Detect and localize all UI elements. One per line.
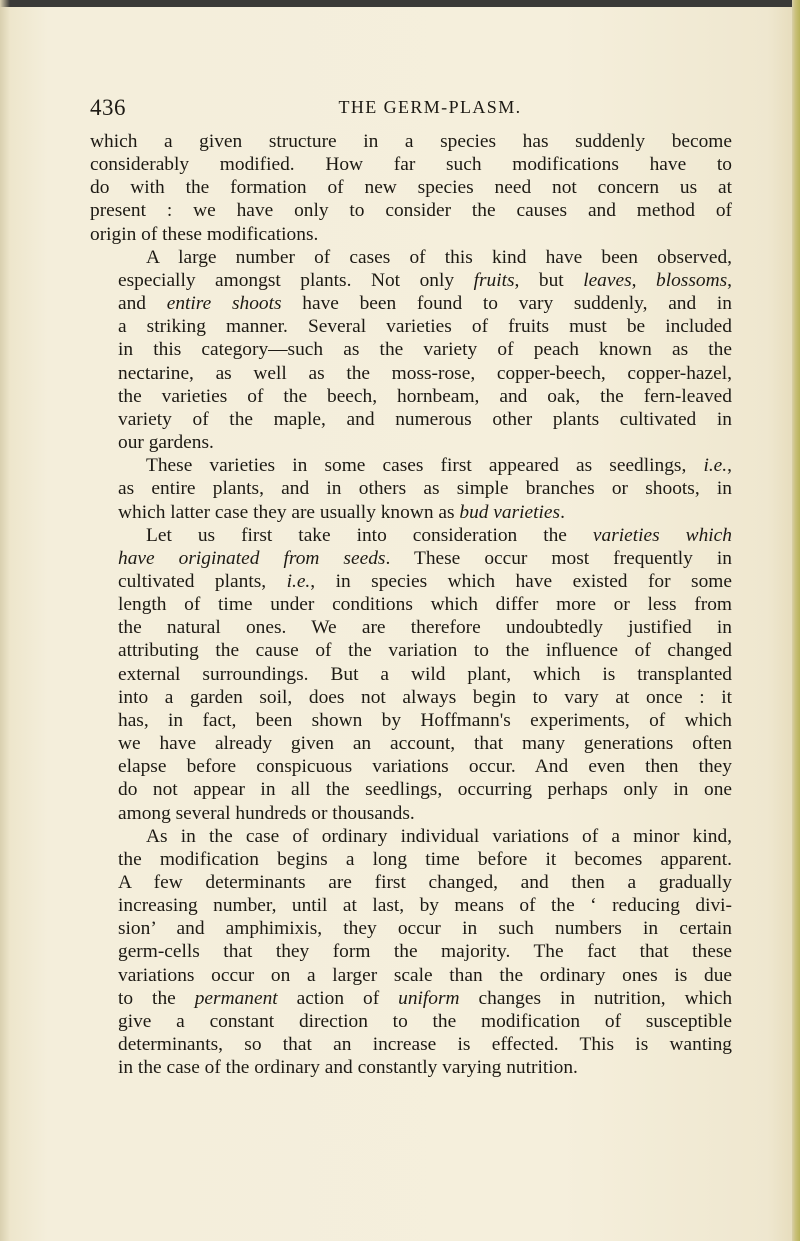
paragraph: [90, 825, 732, 1080]
text-line: variations occur on a larger scale than the ordinary ones is due: [118, 964, 732, 986]
page-header: [90, 95, 730, 127]
text-line: A large number of cases of this kind have been observed,: [146, 246, 732, 268]
text-line: elapse before conspicuous variations occur. And even then they: [118, 756, 732, 778]
text-line: attributing the cause of the variation to the influence of changed: [118, 640, 732, 662]
text-line: Let us first take into consideration the varieties which: [146, 524, 732, 546]
text-line: do with the formation of new species need not concern us at: [90, 177, 732, 199]
text-line: germ-cells that they form the majority. The fact that these: [118, 941, 732, 963]
text-line: into a garden soil, does not always begin to vary at once : it: [118, 686, 732, 708]
text-line: do not appear in all the seedlings, occurring perhaps only in one: [118, 779, 732, 801]
text-line: the natural ones. We are therefore undoubtedly justified in: [118, 617, 732, 639]
body-text: [90, 130, 732, 1079]
text-line: our gardens.: [118, 432, 214, 454]
text-line: external surroundings. But a wild plant, which is transplanted: [118, 663, 732, 685]
paragraph: [90, 246, 732, 454]
page-top-edge: [0, 0, 800, 7]
text-line: present : we have only to consider the causes and method of: [90, 200, 732, 222]
text-line: As in the case of ordinary individual variations of a minor kind,: [146, 825, 732, 847]
text-line: a striking manner. Several varieties of fruits must be included: [118, 316, 732, 338]
text-line: variety of the maple, and numerous other plants cultivated in: [118, 408, 732, 430]
text-line: which latter case they are usually known as bud varieties.: [118, 501, 565, 523]
text-line: have originated from seeds. These occur most frequently in: [118, 547, 732, 569]
text-line: nectarine, as well as the moss-rose, copper-beech, copper-hazel,: [118, 362, 732, 384]
text-line: the modification begins a long time before it becomes apparent.: [118, 848, 732, 870]
paragraph: [90, 130, 732, 246]
text-line: origin of these modifications.: [90, 223, 319, 245]
text-line: give a constant direction to the modification of susceptible: [118, 1010, 732, 1032]
page-number: 436: [90, 95, 126, 120]
text-line: These varieties in some cases first appeared as seedlings, i.e.,: [146, 455, 732, 477]
text-line: cultivated plants, i.e., in species which have existed for some: [118, 570, 732, 592]
text-line: to the permanent action of uniform changes in nutrition, which: [118, 987, 733, 1009]
running-head: THE GERM-PLASM.: [338, 97, 522, 117]
paragraph: [90, 454, 732, 523]
text-line: A few determinants are first changed, and then a gradually: [118, 872, 732, 893]
text-line: the varieties of the beech, hornbeam, and oak, the fern-leaved: [118, 385, 732, 407]
text-line: as entire plants, and in others as simple branches or shoots, in: [118, 478, 732, 500]
text-line: we have already given an account, that many generations often: [118, 733, 732, 755]
text-line: and entire shoots have been found to vary suddenly, and in: [118, 293, 732, 315]
text-line: considerably modified. How far such modifications have to: [90, 154, 732, 176]
text-line: length of time under conditions which differ more or less from: [118, 594, 732, 616]
text-line: in the case of the ordinary and constantly varying nutrition.: [118, 1057, 578, 1079]
text-line: which a given structure in a species has suddenly become: [90, 131, 732, 152]
text-line: in this category—such as the variety of peach known as the: [118, 339, 732, 361]
page-left-edge: [0, 0, 10, 1241]
paragraph: [90, 524, 732, 825]
text-line: has, in fact, been shown by Hoffmann's experiments, of which: [118, 709, 732, 731]
text-line: sion’ and amphimixis, they occur in such numbers in certain: [118, 918, 732, 940]
text-line: determinants, so that an increase is effected. This is wanting: [118, 1034, 732, 1056]
text-line: increasing number, until at last, by means of the ‘ reducing divi-: [118, 895, 732, 917]
text-line: especially amongst plants. Not only fruits, but leaves, blossoms,: [118, 269, 732, 291]
page-right-edge: [792, 0, 800, 1241]
text-line: among several hundreds or thousands.: [118, 802, 415, 824]
